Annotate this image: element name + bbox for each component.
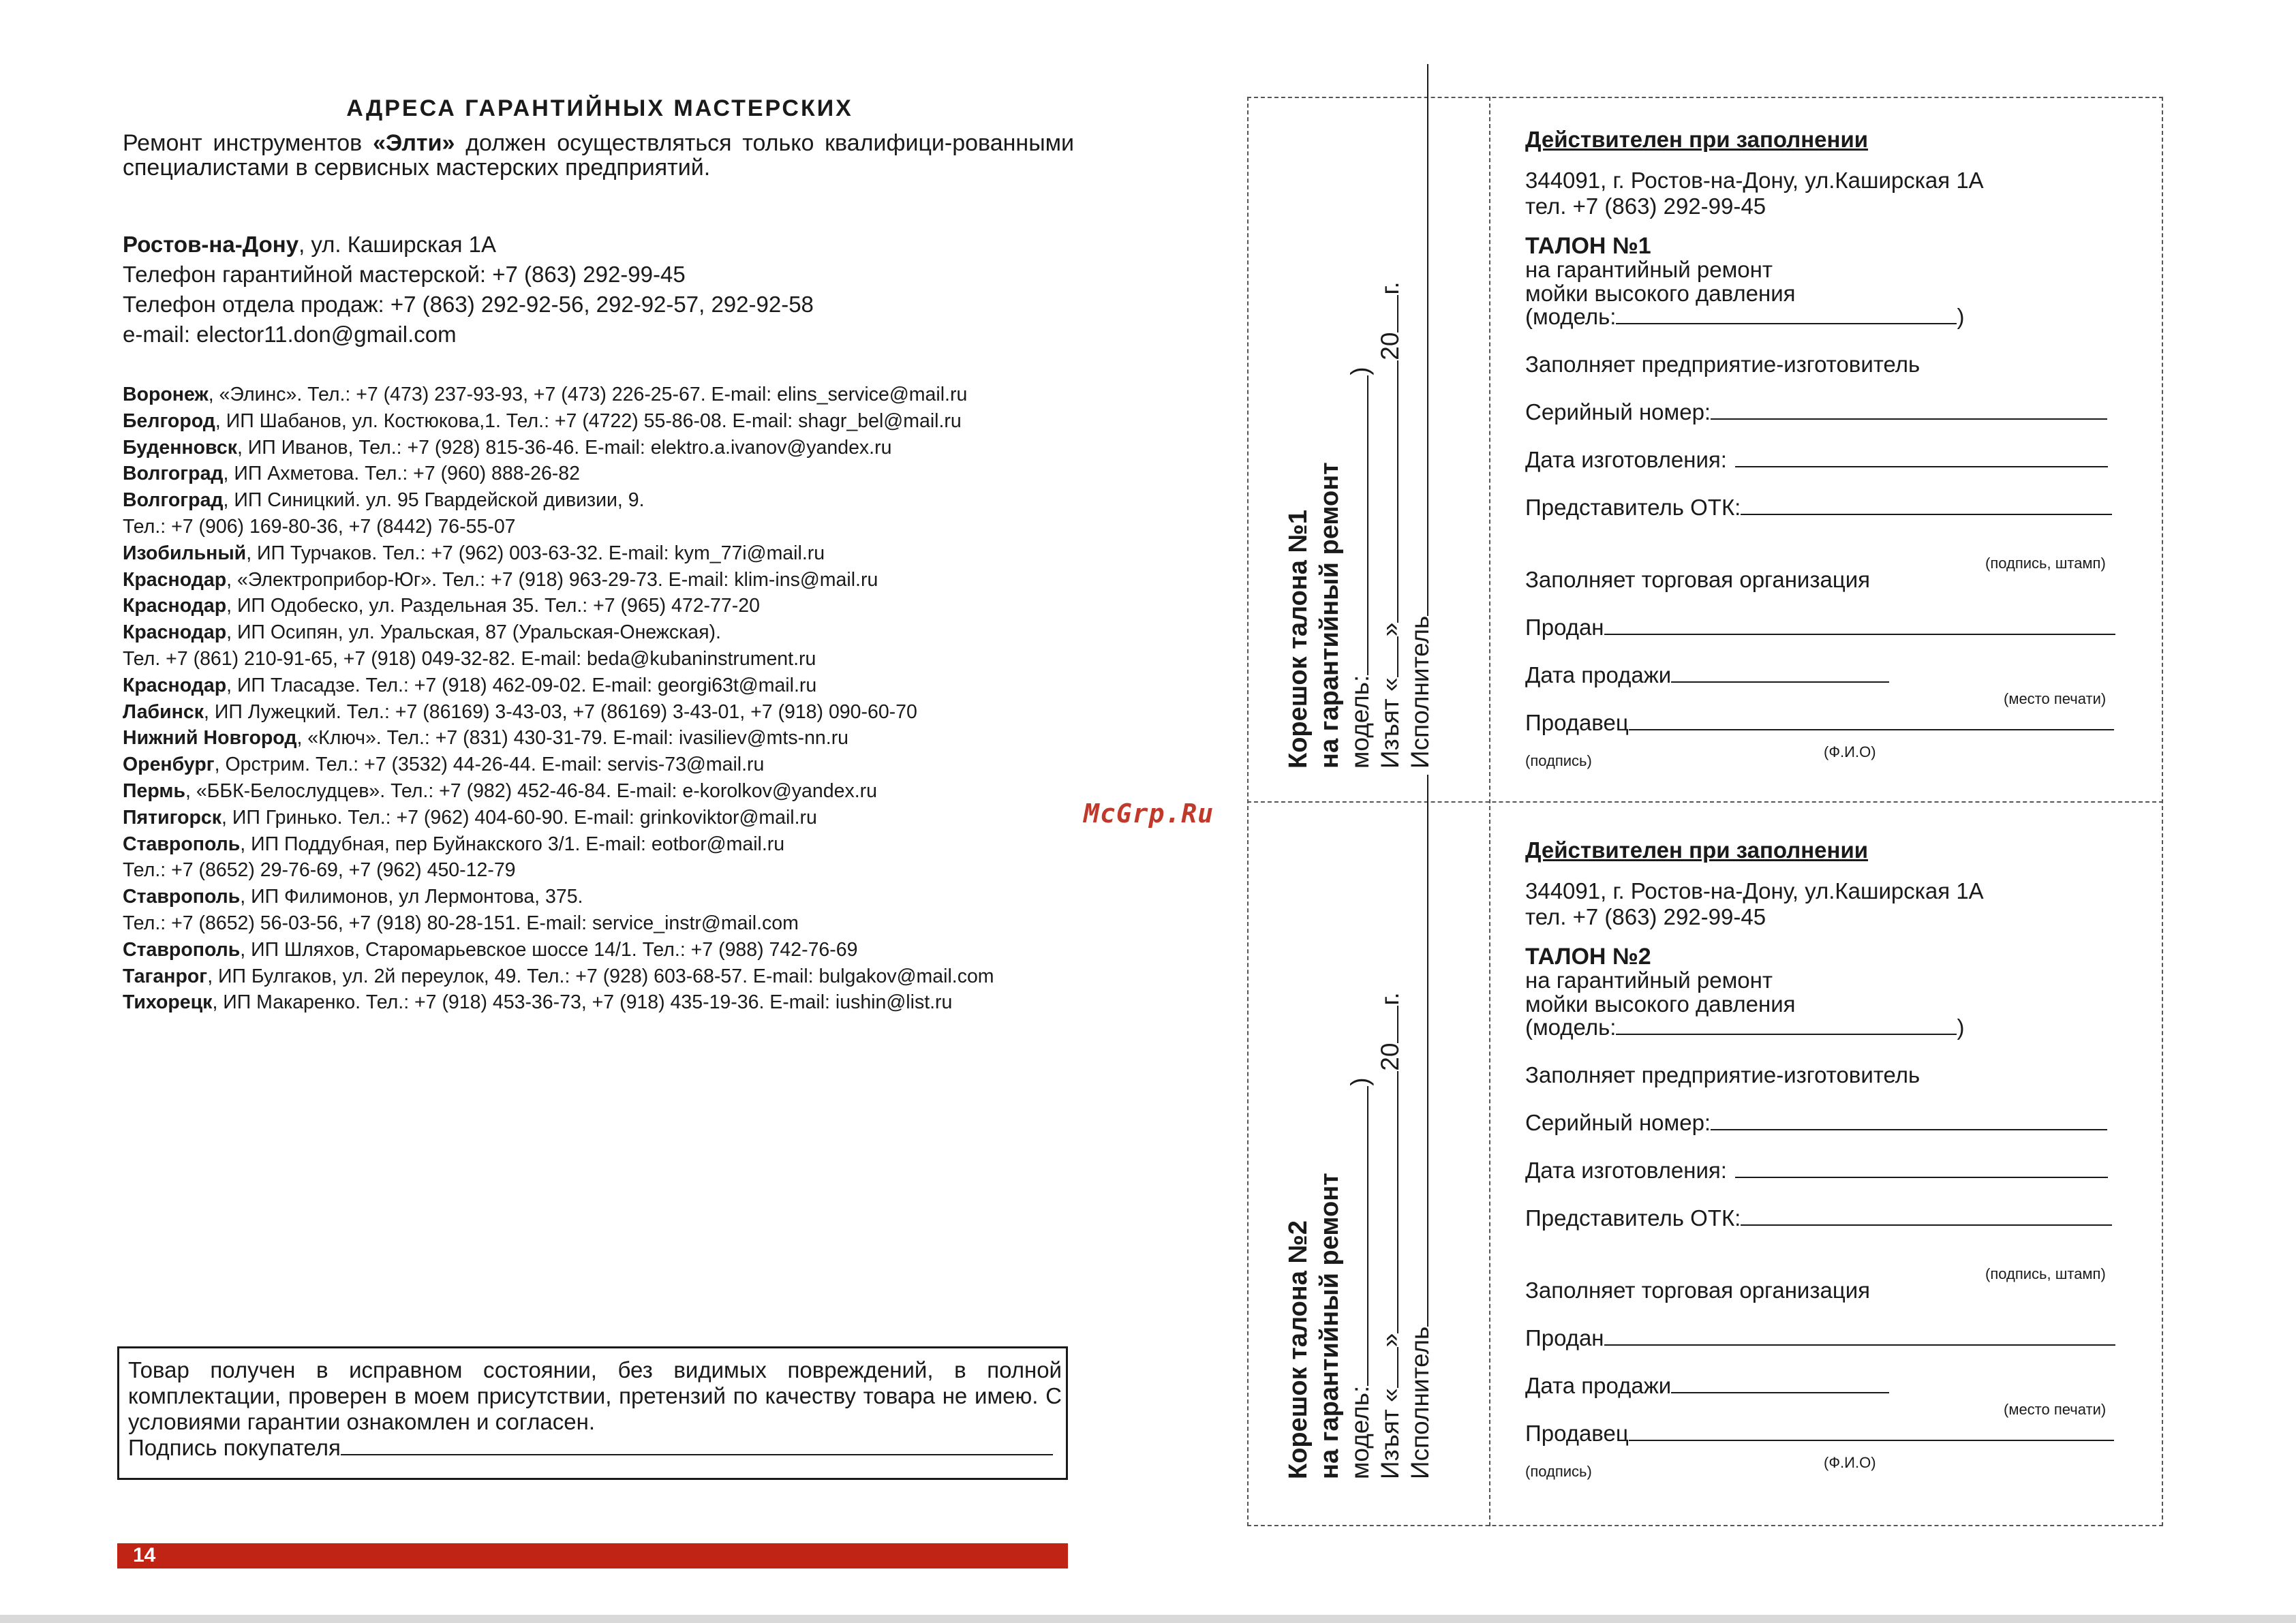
dealer-details: Тел.: +7 (8652) 56-03-56, +7 (918) 80-28-151. E-mail: service_instr@mail.com: [123, 912, 799, 934]
dealer-entry: [123, 382, 1111, 408]
dealer-details: Тел.: +7 (906) 169-80-36, +7 (8442) 76-55-07: [123, 515, 516, 538]
dealer-details: , ИП Ахметова. Тел.: +7 (960) 888-26-82: [223, 463, 580, 485]
dealer-entry: [123, 857, 1111, 884]
dealer-details: Тел. +7 (861) 210-91-65, +7 (918) 049-32-82. E-mail: beda@kubaninstrument.ru: [123, 647, 816, 670]
sold-field[interactable]: [1604, 615, 2115, 635]
dealer-city: Ставрополь: [123, 938, 241, 961]
service-phone: Телефон гарантийной мастерской: +7 (863) 292-99-45: [123, 262, 686, 287]
warranty-coupon: [1525, 837, 2173, 1491]
stub-taken-quote: »: [1376, 622, 1404, 637]
stub-executor-field[interactable]: [1407, 64, 1428, 616]
intro-text-continued: должен осуществляться только квалифици-рованными специалистами в сервисных мастерских предприятий.: [123, 130, 1074, 181]
dealer-entry: [123, 593, 1111, 619]
dealer-details: , ИП Булгаков, ул. 2й переулок, 49. Тел.: +7 (928) 603-68-57. E-mail: bulgakov@mail.com: [207, 965, 994, 987]
model-close: ): [1957, 304, 1965, 329]
coupon-stub: [1283, 777, 1487, 1479]
fio-hint: (Ф.И.О): [1824, 743, 1876, 760]
warranty-coupon: [1525, 127, 2173, 781]
dealer-city: Лабинск: [123, 700, 204, 723]
serial-row: [1525, 399, 2107, 425]
model-label: (модель:: [1525, 1015, 1617, 1040]
dealer-details: , ИП Синицкий. ул. 95 Гвардейской дивизии, 9.: [223, 489, 645, 512]
fio-hint: (Ф.И.О): [1824, 1454, 1876, 1471]
dealer-city: Краснодар: [123, 568, 227, 591]
dealer-entry: [123, 963, 1111, 990]
dealer-entry: [123, 646, 1111, 673]
sign-stamp-hint: (подпись, штамп): [1985, 1265, 2106, 1282]
stub-subtitle: на гарантийный ремонт: [1315, 1173, 1344, 1479]
main-address-text: , ул. Каширская 1А: [299, 232, 497, 257]
made-date-field[interactable]: [1735, 1158, 2108, 1178]
coupon-stub: [1283, 67, 1487, 769]
sale-date-label: Дата продажи: [1525, 662, 1672, 687]
dealer-city: Волгоград: [123, 489, 224, 512]
stub-taken-row: [1375, 67, 1405, 769]
dealer-details: , ИП Филимонов, ул Лермонтова, 375.: [240, 886, 583, 908]
stub-model-close: ): [1346, 367, 1374, 375]
stub-year-field[interactable]: [1377, 295, 1398, 333]
dealer-details: Тел.: +7 (8652) 29-76-69, +7 (962) 450-12-79: [123, 859, 516, 882]
model-row: [1525, 304, 1964, 330]
sign-hint: (подпись): [1525, 1463, 1592, 1480]
dealer-details: , ИП Лужецкий. Тел.: +7 (86169) 3-43-03, +7 (86169) 3-43-01, +7 (918) 090-60-70: [204, 700, 917, 723]
made-date-label: Дата изготовления:: [1525, 1158, 1727, 1183]
coupon-purpose: на гарантийный ремонт: [1525, 968, 1773, 993]
seller-row: [1525, 710, 2114, 736]
seller-row: [1525, 1421, 2114, 1447]
stub-executor-label: Исполнитель: [1406, 1326, 1434, 1479]
model-field[interactable]: [1616, 1015, 1957, 1035]
dealer-city: Изобильный: [123, 542, 247, 564]
sold-row: [1525, 1325, 2115, 1351]
stub-day-field[interactable]: [1377, 636, 1398, 677]
dealer-city: Краснодар: [123, 595, 227, 617]
serial-row: [1525, 1110, 2107, 1136]
coupon-phone: тел. +7 (863) 292-99-45: [1525, 904, 1766, 929]
dealer-details: , ИП Шабанов, ул. Костюкова,1. Тел.: +7 (4722) 55-86-08. E-mail: shagr_bel@mail.ru: [215, 409, 962, 432]
manufacturer-section: Заполняет предприятие-изготовитель: [1525, 352, 1920, 377]
stub-title: Корешок талона №1: [1284, 510, 1313, 769]
receipt-text: Товар получен в исправном состоянии, без видимых повреждений, в полной комплектации, проверен в моем присутствии, претензий по качеству товара не имею. С условиями гарантии ознакомлен и согласен.: [128, 1357, 1062, 1434]
stub-year-prefix: 20: [1376, 332, 1404, 360]
seller-label: Продавец: [1525, 1421, 1629, 1446]
serial-field[interactable]: [1711, 1110, 2107, 1130]
dealer-entry: [123, 752, 1111, 778]
serial-label: Серийный номер:: [1525, 1110, 1711, 1135]
page-title: АДРЕСА ГАРАНТИЙНЫХ МАСТЕРСКИХ: [346, 95, 853, 121]
brand-name: «Элти»: [373, 130, 455, 156]
made-date-label: Дата изготовления:: [1525, 447, 1727, 472]
dealer-details: , ИП Тласадзе. Тел.: +7 (918) 462-09-02. E-mail: georgi63t@mail.ru: [226, 674, 817, 696]
stub-cut-line: [1489, 97, 1490, 1526]
stub-taken-label: Изъят «: [1376, 1388, 1404, 1479]
dealer-entry: [123, 540, 1111, 567]
dealer-details: , ИП Поддубная, пер Буйнакского 3/1. E-mail: eotbor@mail.ru: [240, 833, 785, 855]
page-number: 14: [133, 1544, 156, 1566]
stub-title: Корешок талона №2: [1284, 1220, 1313, 1479]
dealer-entry: [123, 725, 1111, 752]
dealer-details: , ИП Одобеско, ул. Раздельная 35. Тел.: +7 (965) 472-77-20: [226, 595, 760, 617]
made-date-field[interactable]: [1735, 447, 2108, 467]
sale-date-field[interactable]: [1671, 662, 1889, 683]
dealer-entry: [123, 989, 1111, 1016]
dealer-list: [123, 382, 1111, 1016]
stub-subtitle: на гарантийный ремонт: [1315, 462, 1344, 769]
stub-month-field[interactable]: [1377, 1071, 1398, 1333]
sign-hint: (подпись): [1525, 752, 1592, 769]
dealer-city: Нижний Новгород: [123, 727, 297, 749]
receipt-statement: [128, 1357, 1062, 1461]
dealer-city: Тихорецк: [123, 991, 213, 1014]
dealer-city: Пятигорск: [123, 806, 222, 829]
main-address: [123, 230, 1077, 260]
dealer-entry: [123, 910, 1111, 937]
qc-row: [1525, 1205, 2112, 1231]
dealer-details: , «ББК-Белослудцев». Тел.: +7 (982) 452-46-84. E-mail: e-korolkov@yandex.ru: [185, 779, 877, 802]
intro-text: Ремонт инструментов: [123, 130, 373, 156]
stub-executor-row: [1405, 67, 1435, 769]
valid-note: Действителен при заполнении: [1525, 127, 1869, 152]
stub-executor-row: [1405, 777, 1435, 1479]
dealer-details: , ИП Шляхов, Старомарьевское шоссе 14/1. Тел.: +7 (988) 742-76-69: [240, 938, 858, 961]
coupon-phone: тел. +7 (863) 292-99-45: [1525, 194, 1766, 219]
dealer-city: Оренбург: [123, 754, 215, 776]
seller-field[interactable]: [1629, 1421, 2114, 1441]
dealer-city: Ставрополь: [123, 886, 241, 908]
signature-line[interactable]: [341, 1436, 1053, 1455]
dealer-details: , ИП Иванов, Тел.: +7 (928) 815-36-46. E-mail: elektro.a.ivanov@yandex.ru: [236, 436, 892, 459]
dealer-details: , ИП Осипян, ул. Уральская, 87 (Уральская-Онежская).: [226, 621, 721, 644]
stub-taken-quote: »: [1376, 1333, 1404, 1348]
sold-field[interactable]: [1604, 1325, 2115, 1346]
dealer-entry: [123, 435, 1111, 461]
dealer-entry: [123, 461, 1111, 487]
dealer-details: , «Электроприбор-Юг». Тел.: +7 (918) 963-29-73. E-mail: klim-ins@mail.ru: [226, 568, 878, 591]
manufacturer-section: Заполняет предприятие-изготовитель: [1525, 1062, 1920, 1087]
sale-date-row: [1525, 662, 1889, 688]
sales-phone: Телефон отдела продаж: +7 (863) 292-92-56, 292-92-57, 292-92-58: [123, 292, 814, 317]
sold-row: [1525, 615, 2115, 640]
dealer-entry: [123, 619, 1111, 646]
dealer-entry: [123, 805, 1111, 831]
stub-model-row: [1345, 777, 1375, 1479]
stub-model-close: ): [1346, 1077, 1374, 1086]
dealer-details: , ИП Макаренко. Тел.: +7 (918) 453-36-73, +7 (918) 435-19-36. E-mail: iushin@list.ru: [212, 991, 953, 1014]
stub-model-row: [1345, 67, 1375, 769]
main-service-contacts: [123, 230, 1077, 350]
footer-bar: [117, 1543, 1068, 1568]
qc-row: [1525, 495, 2112, 521]
bottom-band: [0, 1615, 2296, 1623]
model-label: (модель:: [1525, 304, 1617, 329]
sign-stamp-hint: (подпись, штамп): [1985, 555, 2106, 572]
dealer-entry: [123, 778, 1111, 805]
stub-day-field[interactable]: [1377, 1347, 1398, 1388]
main-city: Ростов-на-Дону: [123, 232, 299, 257]
stub-taken-label: Изъят «: [1376, 677, 1404, 769]
dealer-details: , Орстрим. Тел.: +7 (3532) 44-26-44. E-mail: servis-73@mail.ru: [214, 754, 765, 776]
seller-field[interactable]: [1629, 710, 2114, 730]
sale-date-label: Дата продажи: [1525, 1373, 1672, 1398]
qc-field[interactable]: [1741, 1205, 2112, 1226]
stub-model-label: модель:: [1346, 675, 1374, 769]
seal-place-hint: (место печати): [2004, 690, 2107, 707]
dealer-entry: [123, 514, 1111, 540]
coupon-product: мойки высокого давления: [1525, 991, 1796, 1017]
dealer-details: , ИП Гринько. Тел.: +7 (962) 404-60-90. E-mail: grinkoviktor@mail.ru: [221, 806, 817, 829]
stub-model-field[interactable]: [1347, 1086, 1368, 1386]
coupon-purpose: на гарантийный ремонт: [1525, 257, 1773, 282]
dealer-entry: [123, 408, 1111, 435]
sold-label: Продан: [1525, 615, 1604, 640]
dealer-city: Буденновск: [123, 436, 237, 459]
intro-paragraph: [123, 131, 1074, 180]
model-close: ): [1957, 1015, 1965, 1040]
valid-note: Действителен при заполнении: [1525, 837, 1869, 863]
stub-executor-field[interactable]: [1407, 775, 1428, 1327]
sold-label: Продан: [1525, 1325, 1604, 1350]
dealer-details: , «Элинс». Тел.: +7 (473) 237-93-93, +7 (473) 226-25-67. E-mail: elins_service@mail.ru: [208, 384, 968, 405]
made-date-row: [1525, 1158, 2108, 1184]
trade-section: Заполняет торговая организация: [1525, 1278, 1871, 1303]
qc-label: Представитель ОТК:: [1525, 1205, 1741, 1231]
sale-date-row: [1525, 1373, 1889, 1399]
dealer-details: , ИП Турчаков. Тел.: +7 (962) 003-63-32. E-mail: kym_77i@mail.ru: [246, 542, 825, 564]
signature-label: Подпись покупателя: [128, 1435, 341, 1460]
coupon-number: ТАЛОН №2: [1525, 944, 1651, 970]
stub-year-suffix: г.: [1376, 992, 1404, 1006]
stub-model-field[interactable]: [1347, 375, 1368, 675]
made-date-row: [1525, 447, 2108, 473]
watermark: McGrp.Ru: [1084, 799, 1214, 829]
dealer-entry: [123, 699, 1111, 726]
stub-year-prefix: 20: [1376, 1042, 1404, 1071]
stub-taken-row: [1375, 777, 1405, 1479]
coupon-product: мойки высокого давления: [1525, 281, 1796, 306]
dealer-city: Волгоград: [123, 463, 224, 485]
model-field[interactable]: [1616, 304, 1957, 324]
dealer-city: Пермь: [123, 779, 185, 802]
dealer-city: Воронеж: [123, 384, 209, 405]
dealer-entry: [123, 937, 1111, 963]
dealer-city: Таганрог: [123, 965, 208, 987]
dealer-entry: [123, 831, 1111, 858]
dealer-entry: [123, 673, 1111, 699]
stub-model-label: модель:: [1346, 1385, 1374, 1479]
dealer-entry: [123, 487, 1111, 514]
dealer-entry: [123, 567, 1111, 593]
qc-label: Представитель ОТК:: [1525, 495, 1741, 520]
dealer-entry: [123, 884, 1111, 910]
serial-label: Серийный номер:: [1525, 399, 1711, 424]
stub-year-suffix: г.: [1376, 281, 1404, 295]
dealer-city: Краснодар: [123, 674, 227, 696]
sale-date-field[interactable]: [1671, 1373, 1889, 1393]
seal-place-hint: (место печати): [2004, 1401, 2107, 1418]
dealer-city: Краснодар: [123, 621, 227, 644]
dealer-city: Ставрополь: [123, 833, 241, 855]
coupon-address: 344091, г. Ростов-на-Дону, ул.Каширская 1А: [1525, 878, 1984, 903]
qc-field[interactable]: [1741, 495, 2112, 515]
seller-label: Продавец: [1525, 710, 1629, 735]
stub-executor-label: Исполнитель: [1406, 615, 1434, 769]
model-row: [1525, 1015, 1964, 1040]
service-email: e-mail: elector11.don@gmail.com: [123, 322, 457, 347]
dealer-city: Белгород: [123, 409, 215, 432]
stub-year-field[interactable]: [1377, 1006, 1398, 1043]
coupon-address: 344091, г. Ростов-на-Дону, ул.Каширская 1А: [1525, 168, 1984, 193]
stub-month-field[interactable]: [1377, 360, 1398, 623]
trade-section: Заполняет торговая организация: [1525, 567, 1871, 592]
serial-field[interactable]: [1711, 399, 2107, 420]
dealer-details: , «Ключ». Тел.: +7 (831) 430-31-79. E-mail: ivasiliev@mts-nn.ru: [296, 727, 849, 749]
coupon-number: ТАЛОН №1: [1525, 233, 1651, 259]
